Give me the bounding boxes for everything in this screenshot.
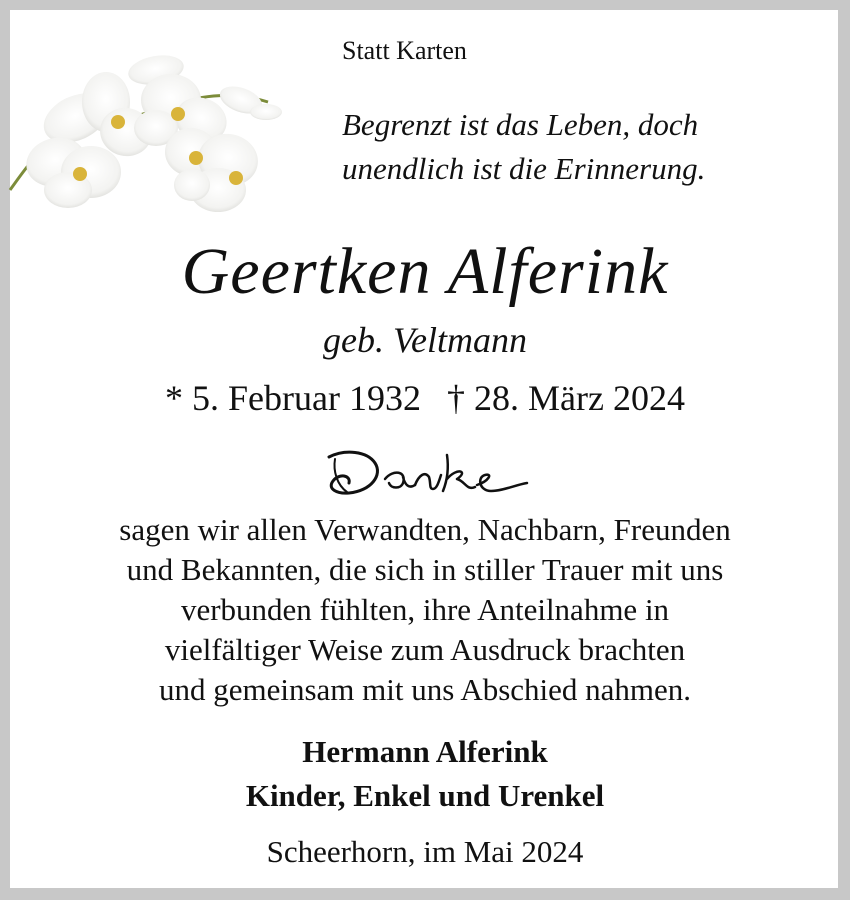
message-line: und gemeinsam mit uns Abschied nahmen. [158,672,692,707]
motto [342,103,705,191]
message-line: verbunden fühlten, ihre Anteilnahme in [180,592,670,627]
place-date: Scheerhorn, im Mai 2024 [266,834,584,869]
danke-signature [315,445,535,505]
motto-line: Begrenzt ist das Leben, doch [342,107,699,142]
motto-line: unendlich ist die Erinnerung. [342,151,706,186]
statt-karten: Statt Karten [342,36,467,65]
message-line: sagen wir allen Verwandten, Nachbarn, Freunden [119,512,731,547]
deceased-name: Geertken Alferink [181,235,669,308]
orchid-flowers-icon [6,40,296,230]
signer-line: Hermann Alferink [302,734,548,769]
header-text [342,34,705,191]
signers [0,730,850,818]
message-line: und Bekannten, die sich in stiller Trauer mit uns [126,552,724,587]
death-date: † 28. März 2024 [447,378,685,418]
thanks-message [0,510,850,710]
birth-date: * 5. Februar 1932 [165,378,421,418]
maiden-name: geb. Veltmann [323,320,527,360]
signer-line: Kinder, Enkel und Urenkel [245,778,605,813]
life-dates [0,375,850,421]
message-line: vielfältiger Weise zum Ausdruck brachten [164,632,686,667]
